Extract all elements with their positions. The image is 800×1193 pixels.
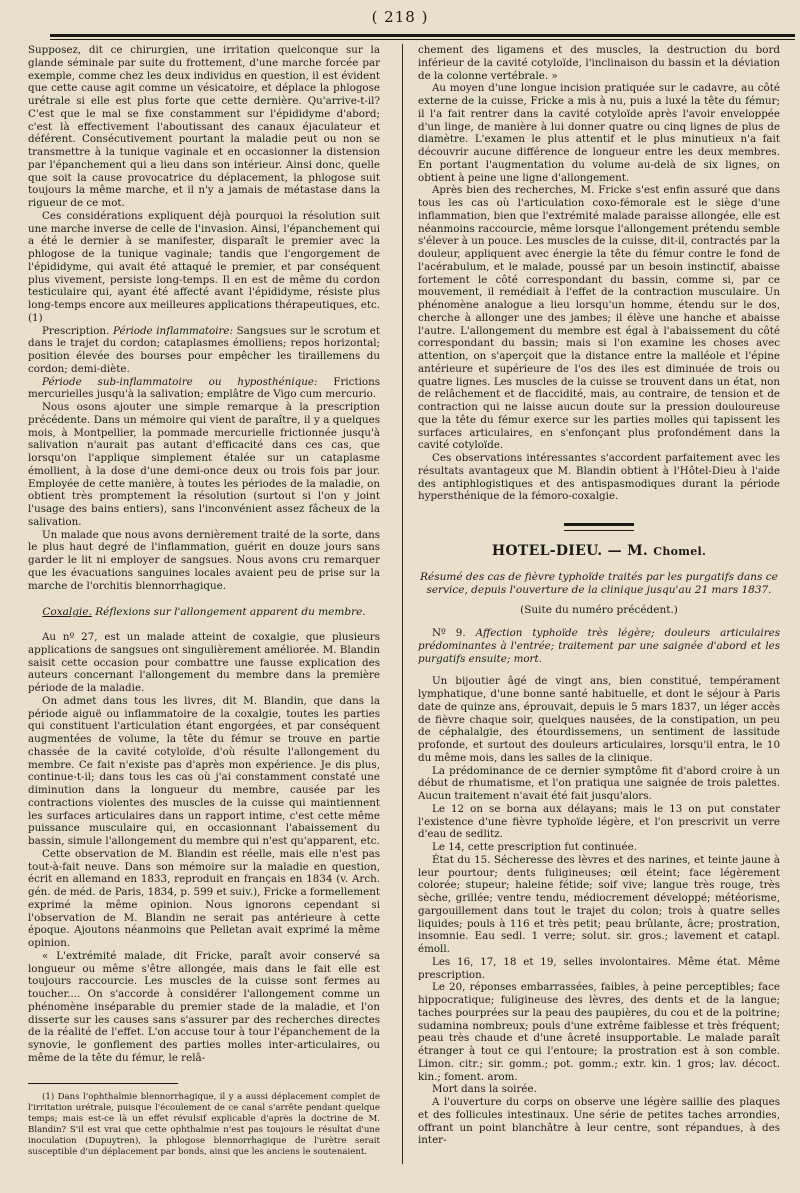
- period-label: Période inflammatoire:: [112, 324, 233, 337]
- column-divider: [402, 44, 403, 1164]
- section-rule-thin: [564, 530, 634, 531]
- right-column: [418, 44, 780, 1147]
- hospital-name: HOTEL-DIEU. — M.: [491, 543, 654, 559]
- paragraph: La prédominance de ce dernier symptôme fit d'abord croire à un début de rhumatisme, et l'on pratiqua une saignée de trois palettes. Aucun traitement n'avait été fait jusqu'alors.: [418, 764, 780, 802]
- left-column: [28, 44, 380, 1158]
- paragraph: Nous osons ajouter une simple remarque à la prescription précédente. Dans un mémoire qui vient de paraître, il y a quelques mois, à Montpellier, la pommade mercurielle frictionnée jusqu'à salivation n'aurait pas autant d'efficacité dans ces cas, que lorsqu'on l'applique simplement étalée sur un cataplasme émollient, à la dose d'une demi-once deux ou trois fois par jour. Employée de cette manière, à toutes les périodes de la maladie, on obtient très promptement la résolution (surtout si l'on y joint l'usage des bains entiers), sans l'inconvénient assez fâcheux de la salivation.: [28, 401, 380, 528]
- paragraph: Cette observation de M. Blandin est réelle, mais elle n'est pas tout-à-fait neuve. Dans son mémoire sur la maladie en question, écrit en allemand en 1833, reproduit en français en 1834 (v. Arch. gén. de méd. de Paris, 1834, p. 599 et suiv.), Fricke a formellement exprimé la même opinion. Nous ignorons cependant si l'observation de M. Blandin ne serait pas antérieure à cette époque. Ajoutons néanmoins que Pelletan avait exprimé la même opinion.: [28, 847, 380, 949]
- paragraph: Un bijoutier âgé de vingt ans, bien constitué, tempérament lymphatique, d'une bonne santé habituelle, et dont le séjour à Paris date de quinze ans, éprouvait, depuis le 5 mars 1837, un léger accès de fièvre chaque soir, quelques nausées, de la constipation, un peu de céphalalgie, des étourdissemens, un sentiment de lassitude profonde, et surtout des douleurs articulaires, lorsqu'il entra, le 10 du même mois, dans les salles de la clinique.: [418, 675, 780, 764]
- footnote-rule: [28, 1083, 178, 1084]
- continuation-note: (Suite du numéro précédent.): [520, 604, 678, 617]
- summary-heading: [418, 571, 780, 597]
- paragraph: Après bien des recherches, M. Fricke s'est enfin assuré que dans tous les cas où l'articulation coxo-fémorale est le siège d'une inflammation, bien que l'extrémité malade paraisse allongée, elle est néanmoins raccourcie, même lorsque l'allongement prétendu semble s'élever à un pouce. Les muscles de la cuisse, dit-il, contractés par la douleur, appliquent avec énergie la tête du fémur contre le fond de l'acérabulum, et le malade, poussé par un besoin instinctif, abaisse fortement le côté correspondant du bassin, comme si, par ce mouvement, il remédiait à l'effet de la contraction musculaire. Un phénomène analogue a lieu lorsqu'un homme, étendu sur le dos, cherche à allonger une des jambes; il élève une hanche et abaisse l'autre. L'allongement du membre est égal à l'abaissement du côté correspondant du bassin; mais si l'on examine les choses avec attention, on s'aperçoit que la distance entre la malléole et l'épine antérieure et supérieure de l'os des iles est diminuée de trois ou quatre lignes. Les muscles de la cuisse se trouvent dans un état, non de relâchement et de flaccidité, mais, au contraire, de tension et de contraction qui ne laisse aucun doute sur la pression douloureuse que la tête du fémur exerce sur les parties molles qui tapissent les surfaces articulaires, en s'enfonçant plus profondément dans la cavité cotyloïde.: [418, 184, 780, 452]
- section-title-lead: Coxalgie.: [42, 606, 92, 619]
- paragraph: Les 16, 17, 18 et 19, selles involontaires. Même état. Même prescription.: [418, 955, 780, 981]
- physician-name: Chomel.: [653, 545, 707, 558]
- case-heading: [418, 627, 780, 665]
- section-rule: [564, 523, 634, 526]
- period-label: Période sub-inflammatoire ou hyposthénique:: [42, 375, 318, 388]
- paragraph: Ces observations intéressantes s'accordent parfaitement avec les résultats avantageux que M. Blandin obtient à l'Hôtel-Dieu à l'aide des antiphlogistiques et des antispasmodiques durant la période hypersthénique de la fémoro-coxalgie.: [418, 452, 780, 503]
- paragraph: A l'ouverture du corps on observe une légère saillie des plaques et des follicules intestinaux. Une série de petites taches arrondies, offrant un point blanchâtre à leur centre, sont répandues, à des inter-: [418, 1096, 780, 1147]
- paragraph: Le 14, cette prescription fut continuée.: [432, 841, 637, 853]
- paragraph: On admet dans tous les livres, dit M. Blandin, que dans la période aiguë ou inflammatoire de la coxalgie, toutes les parties qui constituent l'articulation étant engorgées, et par conséquent augmentées de volume, la tête du fémur se trouve en partie chassée de la cavité cotyloïde, d'où résulte l'allongement du membre. Ce fait n'existe pas d'après mon expérience. Je dis plus, continue-t-il; dans tous les cas où j'ai constamment constaté une diminution dans la longueur du membre, causée par les contractions violentes des muscles de la cuisse qui maintiennent les surfaces articulaires dans un rapport intime, c'est cette même puissance musculaire qui, en occasionnant l'abaissement du bassin, simule l'allongement du membre qui n'est qu'apparent, etc.: [28, 694, 380, 847]
- paragraph: Supposez, dit ce chirurgien, une irritation quelconque sur la glande séminale par suite du frottement, d'une marche forcée par exemple, comme chez les deux individus en question, il est évident que cette cause agit comme un vésicatoire, et déplace la phlogose urétrale si elle est plus forte que cette dernière. Qu'arrive-t-il? C'est que le mal se fixe constamment sur l'épididyme d'abord; c'est là effectivement l'aboutissant des canaux éjaculateur et déférent. Consécutivement pourtant la maladie peut ou non se transmettre à la tunique vaginale et en occasionner la distension par l'épanchement qui a lieu dans son intérieur. Ainsi donc, quelle que soit la cause provocatrice du déplacement, la phlogose suit toujours la même marche, et il n'y a jamais de métastase dans la rigueur de ce mot.: [28, 44, 380, 209]
- hospital-title: [418, 545, 780, 559]
- paragraph: Un malade que nous avons dernièrement traité de la sorte, dans le plus haut degré de l'inflammation, guérit en douze jours sans garder le lit ni employer de sangsues. Nous avons cru remarquer que les évacuations sanguines locales avaient peu de prise sur la marche de l'orchitis blennorrhagique.: [28, 528, 380, 592]
- header-rule: [50, 34, 795, 37]
- paragraph: Au nº 27, est un malade atteint de coxalgie, que plusieurs applications de sangsues ont singulièrement améliorée. M. Blandin saisit cette occasion pour combattre une fausse explication des auteurs concernant l'allongement du membre dans la première période de la maladie.: [28, 631, 380, 694]
- summary-text: des cas de fièvre typhoïde traités par les purgatifs dans ce service, depuis l'ouverture de la clinique jusqu'au 21 mars 1837.: [426, 570, 778, 596]
- paragraph: « L'extrémité malade, dit Fricke, paraît avoir conservé sa longueur ou même s'être allongée, mais dans le fait elle est toujours raccourcie. Les muscles de la cuisse sont fermes au toucher.... On s'accorde à considérer l'allongement comme un phénomène inséparable du premier stade de la maladie, et l'on disserte sur les causes sans s'assurer par des recherches directes de la réalité de l'effet. L'on accuse tour à tour l'épanchement de la synovie, le gonflement des parties molles inter-articulaires, ou même de la tête du fémur, le relâ-: [28, 949, 380, 1064]
- section-title-rest: Réflexions sur l'allongement apparent du membre.: [95, 606, 366, 619]
- section-header: [418, 523, 780, 559]
- case-number: Nº 9.: [432, 627, 466, 639]
- header-rule-thin: [50, 39, 795, 40]
- paragraph: État du 15. Sécheresse des lèvres et des narines, et teinte jaune à leur pourtour; dents fuligineuses; œil éteint; face légèrement colorée; stupeur; haleine fétide; soif vive; langue très rouge, très sèche, grillée; ventre tendu, médiocrement développé; météorisme, gargouillement dans tout le trajet du colon; trois à quatre selles liquides; pouls à 116 et très petit; peau brûlante, âcre; prostration, insomnie. Eau sedl. 1 verre; solut. sir. gros.; lavement et catapl. émoll.: [418, 853, 780, 955]
- paragraph: [28, 376, 380, 402]
- paragraph: Le 20, réponses embarrassées, faibles, à peine perceptibles; face hippocratique; fuligineuse des lèvres, des dents et de la langue; taches pourprées sur la peau des paupières, du cou et de la poitrine; sudamina nombreux; pouls d'une extrême faiblesse et très fréquent; peau très chaude et d'une âcreté insupportable. Le malade paraît étranger à tout ce qui l'entoure; la prostration est à son comble. Limon. citr.; sir. gomm.; pot. gomm.; extr. kin. 1 gros; lav. décoct. kin.; foment. arom.: [418, 981, 780, 1083]
- paragraph-text: Frictions mercurielles jusqu'à la salivation; emplâtre de Vigo cum mercurio.: [28, 375, 380, 401]
- page-number: ( 218 ): [371, 8, 429, 26]
- paragraph: Le 12 on se borna aux délayans; mais le 13 on put constater l'existence d'une fièvre typhoïde légère, et l'on prescrivit un verre d'eau de sedlitz.: [418, 802, 780, 841]
- paragraph: Au moyen d'une longue incision pratiquée sur le cadavre, au côté externe de la cuisse, Fricke a mis à nu, puis a luxé la tête du fémur; il l'a fait rentrer dans la cavité cotyloïde après l'avoir enveloppée d'un linge, de manière à lui donner quatre ou cinq lignes de plus de diamètre. L'examen le plus attentif et le plus minutieux n'a fait découvrir aucune différence de longueur entre les deux membres. En portant l'augmentation du volume au-delà de six lignes, on obtient à peine une ligne d'allongement.: [418, 82, 780, 184]
- paragraph-text: Sangsues sur le scrotum et dans le trajet du cordon; cataplasmes émolliens; repos horizontal; position élevée des bourses pour empêcher les tiraillemens du cordon; demi-diète.: [28, 324, 381, 375]
- lead-word: Prescription.: [42, 324, 110, 337]
- section-title: [28, 606, 380, 619]
- paragraph: chement des ligamens et des muscles, la destruction du bord inférieur de la cavité cotyloïde, l'inclinaison du bassin et la déviation de la colonne vertébrale. »: [418, 44, 780, 82]
- paragraph: Ces considérations expliquent déjà pourquoi la résolution suit une marche inverse de celle de l'invasion. Ainsi, l'épanchement qui a été le dernier à se manifester, disparaît le premier avec la phlogose de la tunique vaginale; tandis que l'engorgement de l'épididyme, qui avait été attaqué le premier, et par conséquent plus vivement, persiste long-temps. Il en est de même du cordon testiculaire qui, ayant été affecté avant l'épididyme, résiste plus long-temps encore aux meilleures applications thérapeutiques, etc. (1): [28, 209, 380, 324]
- footnote: (1) Dans l'ophthalmie blennorrhagique, il y a aussi déplacement complet de l'irritation urétrale, puisque l'écoulement de ce canal s'arrête pendant quelque temps; mais est-ce là un effet révulsif explicable d'après la doctrine de M. Blandin? S'il est vrai que cette ophthalmie n'est pas toujours le résultat d'une inoculation (Dupuytren), la phlogose blennorrhagique de l'urètre serait susceptible d'un déplacement par bonds, ainsi que les anciens le soutenaient.: [28, 1091, 380, 1157]
- case-title: Affection typhoïde très légère; douleurs articulaires prédominantes à l'entrée; traitement par une saignée d'abord et les purgatifs ensuite; mort.: [418, 627, 780, 665]
- summary-lead: Résumé: [420, 570, 463, 583]
- paragraph: Mort dans la soirée.: [432, 1083, 537, 1096]
- paragraph: [28, 325, 380, 376]
